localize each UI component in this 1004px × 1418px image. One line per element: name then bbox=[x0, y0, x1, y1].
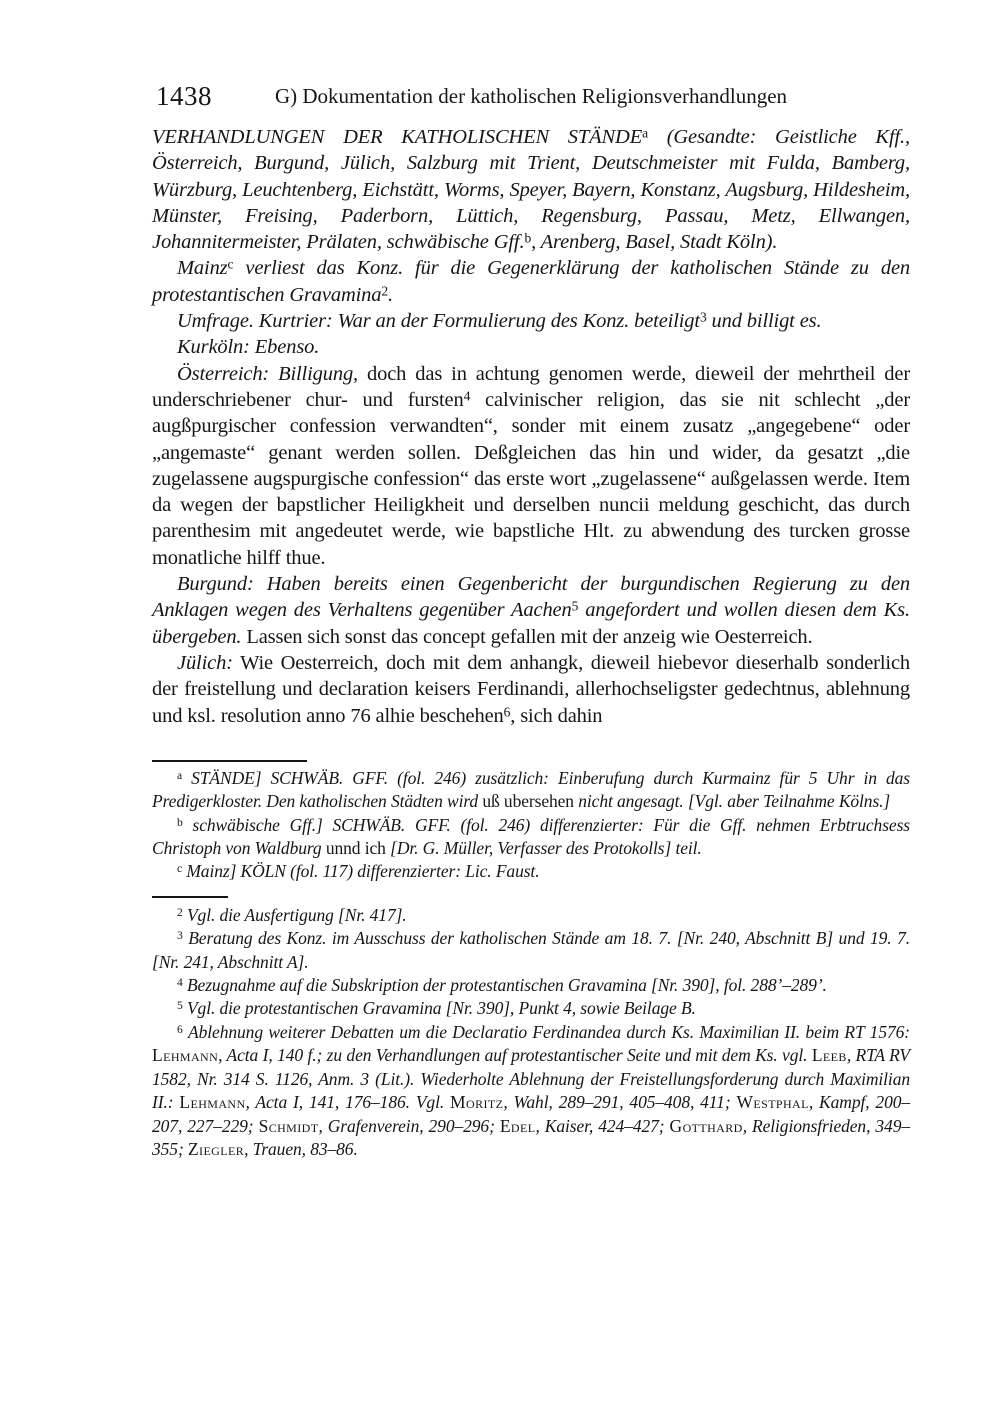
paragraph-burgund bbox=[152, 571, 910, 650]
text-segment: Burgund: Haben bereits einen Gegenbericht der burgundischen Regierung zu den Anklagen wegen des Verhaltens gegenüber Aachen bbox=[152, 573, 910, 622]
paragraph-kurkoeln bbox=[152, 334, 910, 360]
text-segment: , Religionsfrieden, 349–355; bbox=[152, 1115, 910, 1159]
critical-apparatus bbox=[152, 767, 910, 884]
author-name: Gotthard bbox=[669, 1115, 743, 1136]
footnote-ref-b: b bbox=[524, 230, 532, 246]
footnote-3 bbox=[152, 927, 910, 974]
text-segment: , Trauen, 83–86. bbox=[244, 1138, 358, 1159]
text-segment: , Kampf, 200–207, 227–229; bbox=[152, 1092, 911, 1136]
text-segment: . bbox=[387, 283, 393, 306]
author-name: Westphal bbox=[736, 1092, 809, 1113]
paragraph-oesterreich bbox=[152, 361, 910, 571]
text-segment: , Wahl, 289–291, 405–408, 411; bbox=[503, 1092, 737, 1113]
text-segment: schwäbische Gff.] SCHWÄB. GFF. (fol. 246) differenzierter: Für die Gff. nehmen Erbtruchsess Christoph von Waldburg bbox=[152, 814, 910, 859]
text-segment: , sich dahin bbox=[510, 704, 603, 727]
text-segment: Wie Oesterreich, doch mit dem anhangk, dieweil hiebevor dieserhalb sonderlich der freistellung und declaration keisers Ferdinandi, allerhochseligster gedechtnus, ablehnung und ksl. resolution anno 76 alhie beschehen bbox=[152, 651, 910, 727]
text-segment: (Gesandte: Geistliche Kff., Österreich, Burgund, Jülich, Salzburg mit Trient, Deutschmeister mit Fulda, Bamberg, Würzburg, Leuchtenberg, Eichstätt, Worms, Speyer, Bayern, Konstanz, Augsburg, Hildesheim, Münster, Freising, Paderborn, Lüttich, Regensburg, Passau, Metz, Ellwangen, Johannitermeister, Prälaten, schwäbische Gff. bbox=[152, 126, 910, 254]
footnote-ref-4: 4 bbox=[463, 388, 471, 404]
footnote-marker-4: 4 bbox=[177, 977, 183, 990]
author-name: Lehmann bbox=[152, 1045, 219, 1066]
footnote-separator-numbers bbox=[152, 896, 228, 898]
footnote-ref-a: a bbox=[642, 125, 648, 141]
footnote-ref-c: c bbox=[227, 256, 234, 272]
paragraph-juelich bbox=[152, 650, 910, 729]
footnote-b bbox=[152, 814, 910, 861]
author-name: Ziegler bbox=[187, 1138, 245, 1159]
author-name: Lehmann bbox=[179, 1092, 246, 1113]
paragraph-staende bbox=[152, 124, 910, 255]
text-segment: uß ubersehen bbox=[482, 791, 574, 812]
text-segment: , RTA RV 1582, Nr. 314 S. 1126, Anm. 3 (Lit.). Wiederholte Ablehnung der Freistellungsforderung durch Maximilian II.: bbox=[152, 1045, 911, 1113]
running-header: G) Dokumentation der katholischen Religionsverhandlungen bbox=[274, 84, 788, 108]
main-text bbox=[152, 124, 910, 729]
author-name: Moritz bbox=[450, 1092, 504, 1113]
text-segment: [Dr. G. Müller, Verfasser des Protokolls] teil. bbox=[385, 838, 702, 859]
footnote-ref-2: 2 bbox=[381, 283, 388, 299]
footnote-marker-a: a bbox=[177, 769, 183, 782]
footnote-ref-6: 6 bbox=[503, 703, 511, 719]
footnotes bbox=[152, 904, 910, 1161]
footnote-6 bbox=[152, 1021, 910, 1161]
text-segment: Ablehnung weiterer Debatten um die Declaratio Ferdinandea durch Ks. Maximilian II. beim RT 1576: bbox=[188, 1021, 910, 1042]
author-name: Leeb bbox=[811, 1045, 847, 1066]
footnote-marker-2: 2 bbox=[177, 907, 183, 920]
text-segment: nicht angesagt. [Vgl. aber Teilnahme Kölns.] bbox=[573, 791, 891, 812]
footnote-a bbox=[152, 767, 910, 814]
text-segment: Mainz bbox=[177, 257, 228, 280]
author-name: Edel bbox=[499, 1115, 536, 1136]
text-segment: Kurköln: Ebenso. bbox=[177, 336, 320, 359]
footnote-marker-c: c bbox=[177, 863, 183, 876]
page-header bbox=[152, 82, 910, 110]
text-segment: STÄNDE] SCHWÄB. GFF. (fol. 246) zusätzlich: Einberufung durch Kurmainz für 5 Uhr in das Predigerkloster. Den katholischen Städten wird bbox=[152, 767, 910, 812]
text-segment: , Acta I, 140 f.; zu den Verhandlungen auf protestantischer Seite und mit dem Ks. vgl. bbox=[218, 1045, 812, 1066]
footnote-ref-5: 5 bbox=[571, 598, 579, 614]
text-segment: doch das in achtung genomen werde, dieweil der mehrtheil der underschriebener chur- und fursten bbox=[152, 362, 910, 411]
text-segment: Jülich: bbox=[177, 651, 233, 674]
text-segment: und billigt es. bbox=[706, 310, 822, 333]
footnote-ref-3: 3 bbox=[699, 309, 707, 325]
text-segment: Österreich: Billigung, bbox=[177, 362, 359, 385]
text-segment: , Grafenverein, 290–296; bbox=[318, 1115, 500, 1136]
footnote-2 bbox=[152, 904, 910, 927]
text-segment: Lassen sich sonst das concept gefallen mit der anzeig wie Oesterreich. bbox=[241, 625, 813, 648]
text-segment: Vgl. die Ausfertigung [Nr. 417]. bbox=[186, 904, 407, 925]
text-segment: calvinischer religion, das sie nit schlecht „der augßpurgischer confession verwandten“, sonder mit einem zusatz „angegebene“ oder „angemaste“ genant werden sollen. Deßgleichen das hin und wider, da gesatzt „die zugelassene augspurgische confession“ das erste wort „zugelassene“ außgelassen werde. Item da wegen der bapstlicher Heiligkheit und derselben nuncii meldung geschicht, das durch parenthesim mit angedeutet werde, wie bapstliche Hlt. zu abwendung des turcken grosse monatliche hilff thue. bbox=[152, 388, 910, 569]
footnote-marker-3: 3 bbox=[177, 930, 183, 943]
text-column bbox=[152, 0, 910, 1161]
footnote-marker-6: 6 bbox=[177, 1024, 183, 1037]
author-name: Schmidt bbox=[258, 1115, 319, 1136]
text-segment: VERHANDLUNGEN DER KATHOLISCHEN STÄNDE bbox=[152, 126, 643, 148]
text-segment: verliest das Konz. für die Gegenerklärung der katholischen Stände zu den protestantischen Gravamina bbox=[152, 257, 910, 306]
text-segment: Mainz] KÖLN (fol. 117) differenzierter: Lic. Faust. bbox=[186, 861, 540, 882]
footnote-5 bbox=[152, 997, 910, 1020]
page-number: 1438 bbox=[156, 81, 212, 111]
footnote-separator-letters bbox=[152, 760, 307, 762]
text-segment: Beratung des Konz. im Ausschuss der katholischen Stände am 18. 7. [Nr. 240, Abschnitt B] und 19. 7. [Nr. 241, Abschnitt A]. bbox=[152, 928, 910, 972]
footnote-marker-5: 5 bbox=[177, 1000, 183, 1013]
text-segment: unnd ich bbox=[325, 838, 386, 859]
footnote-marker-b: b bbox=[177, 816, 183, 829]
text-segment: , Arenberg, Basel, Stadt Köln). bbox=[531, 231, 778, 254]
paragraph-mainz bbox=[152, 255, 910, 308]
text-segment: angefordert und wollen diesen dem Ks. übergeben. bbox=[152, 599, 910, 648]
text-segment: Umfrage. Kurtrier: War an der Formulierung des Konz. beteiligt bbox=[177, 310, 700, 333]
text-segment: Bezugnahme auf die Subskription der protestantischen Gravamina [Nr. 390], fol. 288’–289’. bbox=[186, 975, 827, 996]
text-segment: Vgl. die protestantischen Gravamina [Nr. 390], Punkt 4, sowie Beilage B. bbox=[186, 998, 696, 1019]
footnote-4 bbox=[152, 974, 910, 997]
paragraph-umfrage bbox=[152, 308, 910, 334]
text-segment: , Acta I, 141, 176–186. Vgl. bbox=[245, 1092, 451, 1113]
footnote-c bbox=[152, 860, 910, 883]
text-segment: , Kaiser, 424–427; bbox=[535, 1115, 670, 1136]
